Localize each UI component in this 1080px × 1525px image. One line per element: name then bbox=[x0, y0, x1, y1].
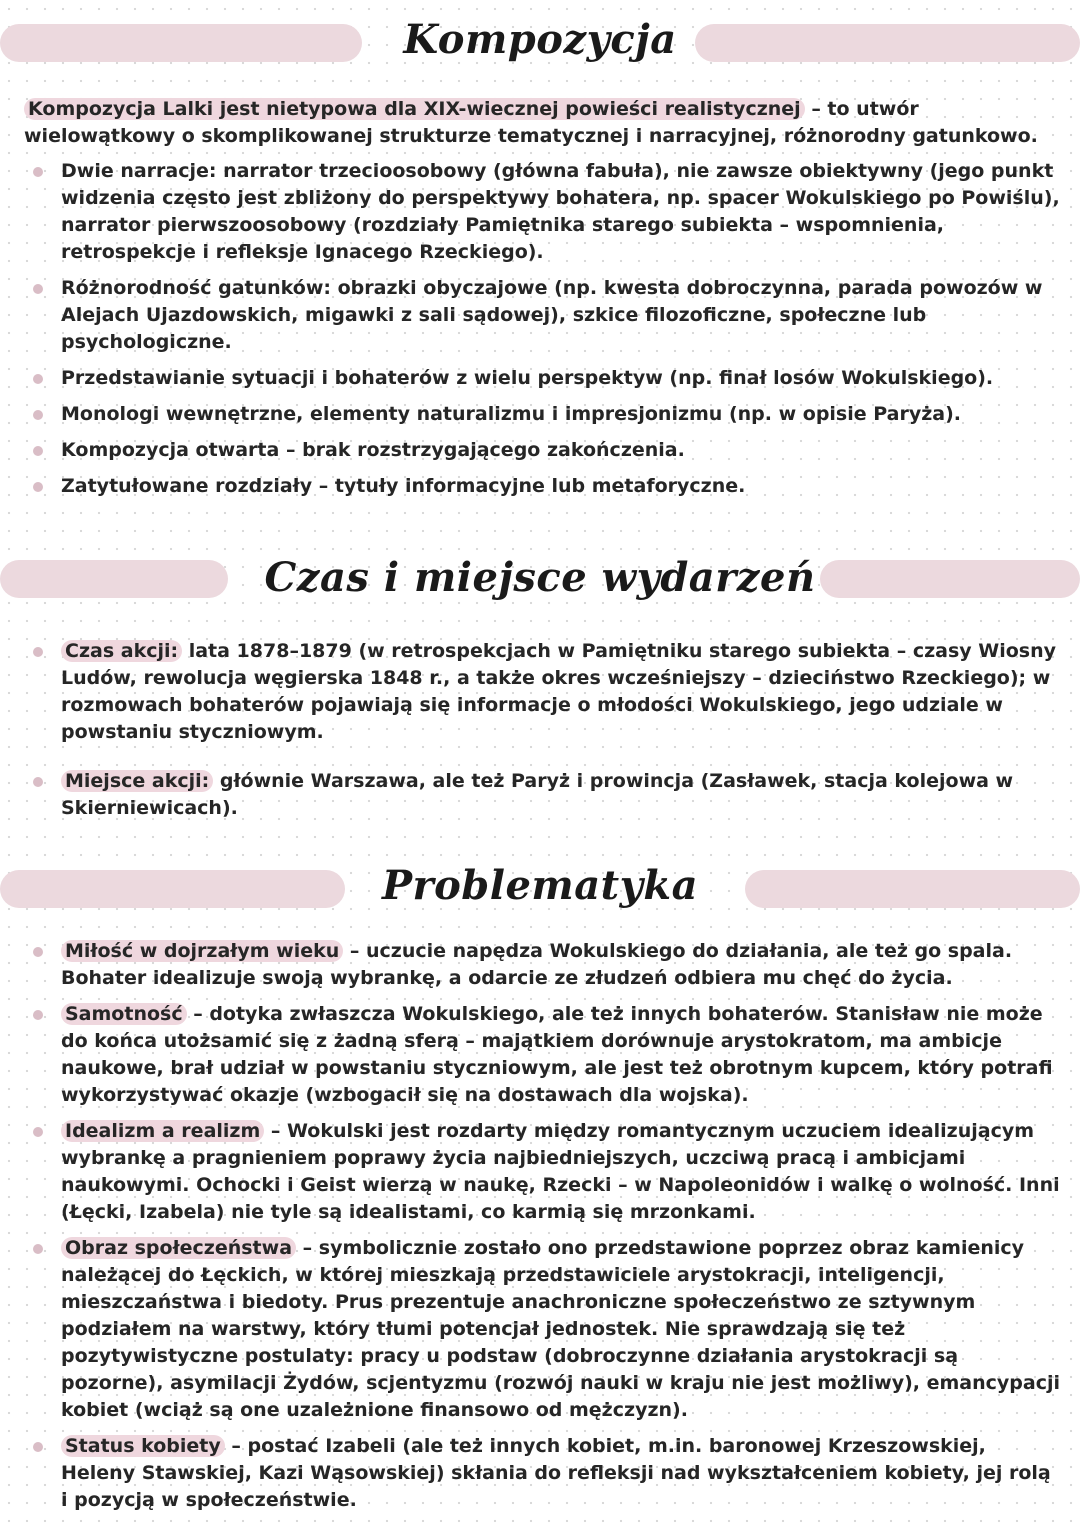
bullet-icon bbox=[33, 284, 43, 294]
term-label: Samotność bbox=[61, 1003, 187, 1025]
section-heading-czas-i-miejsce: Czas i miejsce wydarzeń bbox=[264, 554, 816, 601]
list-item: Kompozycja otwarta – brak rozstrzygającego zakończenia. bbox=[0, 437, 1060, 464]
list-item: Czas akcji: lata 1878–1879 (w retrospekcjach w Pamiętniku starego subiekta – czasy Wiosny Ludów, rewolucja węgierska 1848 r., a także okres wcześniejszy – dzieciństwo Rzeckiego); w rozmowach bohaterów pojawiają się informacje o młodości Wokulskiego, jego udziale w powstaniu styczniowym. bbox=[0, 638, 1060, 746]
issues-list bbox=[0, 938, 1060, 1523]
bullet-icon bbox=[33, 1244, 43, 1254]
term-label: Miłość w dojrzałym wieku bbox=[61, 940, 343, 962]
term-label: Status kobiety bbox=[61, 1435, 225, 1457]
bullet-icon bbox=[33, 647, 43, 657]
list-item: Miłość w dojrzałym wieku – uczucie napędza Wokulskiego do działania, ale też go spala. Bohater idealizuje swoją wybrankę, a odarcie ze złudzeń odbiera mu chęć do życia. bbox=[0, 938, 1060, 992]
bullet-icon bbox=[33, 1442, 43, 1452]
list-item: Status kobiety – postać Izabeli (ale też innych kobiet, m.in. baronowej Krzeszowskiej, Heleny Stawskiej, Kazi Wąsowskiej) skłania do refleksji nad wykształceniem kobiety, jej rolą i pozycją w społeczeństwie. bbox=[0, 1433, 1060, 1514]
term-label: Miejsce akcji: bbox=[61, 770, 213, 792]
intro-paragraph bbox=[24, 96, 1054, 150]
intro-rest: – to utwór wielowątkowy o skomplikowanej strukturze tematycznej i narracyjnej, różnorodny gatunkowo. bbox=[24, 98, 1038, 147]
list-item: Idealizm a realizm – Wokulski jest rozdarty między romantycznym uczuciem idealizującym wybrankę a pragnieniem poprawy życia najbiedniejszych, uczciwą pracą i ambicjami naukowymi. Ochocki i Geist wierzą w naukę, Rzecki – w Napoleonidów i walkę o wolność. Inni (Łęcki, Izabela) nie tyle są idealistami, co karmią się mrzonkami. bbox=[0, 1118, 1060, 1226]
bullet-icon bbox=[33, 777, 43, 787]
section-heading-problematyka: Problematyka bbox=[381, 862, 699, 909]
bullet-icon bbox=[33, 1010, 43, 1020]
bullet-icon bbox=[33, 947, 43, 957]
list-item: Miejsce akcji: głównie Warszawa, ale też Paryż i prowincja (Zasławek, stacja kolejowa w Skierniewicach). bbox=[0, 768, 1060, 822]
composition-list bbox=[0, 158, 1060, 509]
term-label: Czas akcji: bbox=[61, 640, 182, 662]
list-item: Dwie narracje: narrator trzecioosobowy (główna fabuła), nie zawsze obiektywny (jego punkt widzenia często jest zbliżony do perspektywy bohatera, np. spacer Wokulskiego po Powiślu), narrator pierwszoosobowy (rozdziały Pamiętnika starego subiekta – wspomnienia, retrospekcje i refleksje Ignacego Rzeckiego). bbox=[0, 158, 1060, 266]
bullet-icon bbox=[33, 1127, 43, 1137]
list-item: Przedstawianie sytuacji i bohaterów z wielu perspektyw (np. finał losów Wokulskiego). bbox=[0, 365, 1060, 392]
term-label: Obraz społeczeństwa bbox=[61, 1237, 296, 1259]
list-item: Zatytułowane rozdziały – tytuły informacyjne lub metaforyczne. bbox=[0, 473, 1060, 500]
time-place-list bbox=[0, 638, 1060, 831]
bullet-icon bbox=[33, 410, 43, 420]
bullet-icon bbox=[33, 482, 43, 492]
term-label: Idealizm a realizm bbox=[61, 1120, 264, 1142]
list-item: Monologi wewnętrzne, elementy naturalizmu i impresjonizmu (np. w opisie Paryża). bbox=[0, 401, 1060, 428]
bullet-icon bbox=[33, 446, 43, 456]
list-item: Obraz społeczeństwa – symbolicznie zostało ono przedstawione poprzez obraz kamienicy należącej do Łęckich, w której mieszkają przedstawiciele arystokracji, inteligencji, mieszczaństwa i biedoty. Prus prezentuje anachroniczne społeczeństwo ze sztywnym podziałem na warstwy, który tłumi potencjał jednostek. Nie sprawdzają się też pozytywistyczne postulaty: pracy u podstaw (dobroczynne działania arystokracji są pozorne), asymilacji Żydów, scjentyzmu (rozwój nauki w kraju nie jest możliwy), emancypacji kobiet (wciąż są one uzależnione finansowo od mężczyzn). bbox=[0, 1235, 1060, 1424]
list-item: Samotność – dotyka zwłaszcza Wokulskiego, ale też innych bohaterów. Stanisław nie może do końca utożsamić się z żadną sferą – majątkiem dorównuje arystokratom, ma ambicje naukowe, brał udział w powstaniu styczniowym, ale jest też obrotnym kupcem, który potrafi wykorzystywać okazje (wzbogacił się na dostawach dla wojska). bbox=[0, 1001, 1060, 1109]
list-item: Różnorodność gatunków: obrazki obyczajowe (np. kwesta dobroczynna, parada powozów w Alejach Ujazdowskich, migawki z sali sądowej), szkice filozoficzne, społeczne lub psychologiczne. bbox=[0, 275, 1060, 356]
bullet-icon bbox=[33, 167, 43, 177]
bullet-icon bbox=[33, 374, 43, 384]
intro-highlight: Kompozycja Lalki jest nietypowa dla XIX-wiecznej powieści realistycznej bbox=[24, 98, 805, 120]
section-heading-kompozycja: Kompozycja bbox=[403, 16, 677, 63]
